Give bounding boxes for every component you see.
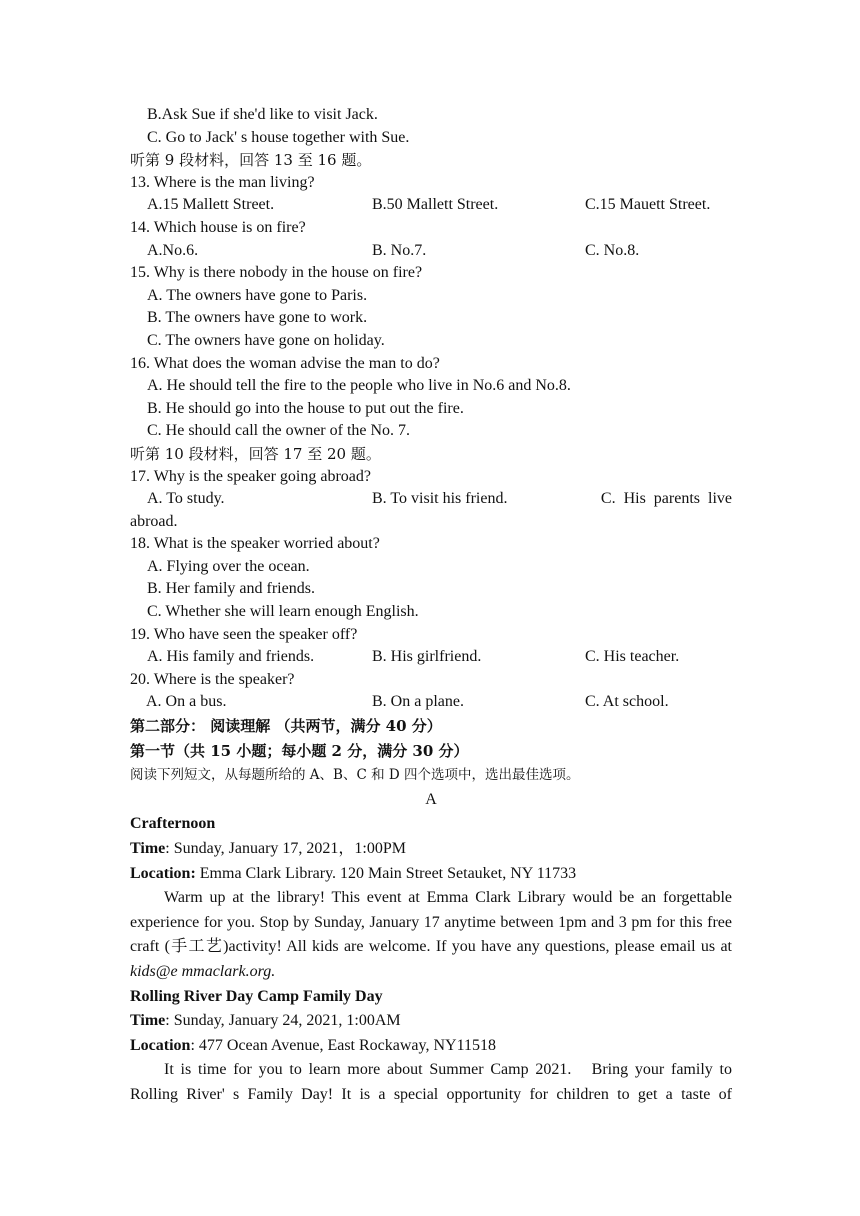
q17-option-c-wrap: abroad. <box>130 512 178 530</box>
q17-option-c: C. His parents live <box>600 490 732 508</box>
q16-option-c: C. He should call the owner of the No. 7. <box>147 422 411 440</box>
q16-stem: 16. What does the woman advise the man to do? <box>130 354 440 372</box>
q20-option-b: B. On a plane. <box>372 693 464 711</box>
q14-option-b: B. No.7. <box>372 241 427 259</box>
q14-option-c: C. No.8. <box>585 241 640 259</box>
event2-description: It is time for you to learn more about Summer Camp 2021. Bring your family to Rolling River' s Family Day! It is a special opportunity for children to get a taste of <box>130 1061 736 1103</box>
event2-location-label: Location <box>130 1036 191 1054</box>
q14-stem: 14. Which house is on fire? <box>130 218 306 236</box>
q19-option-b: B. His girlfriend. <box>372 648 482 666</box>
event2-title: Rolling River Day Camp Family Day <box>130 987 383 1005</box>
event2-time <box>130 1009 732 1034</box>
event1-time-value: : Sunday, January 17, 2021，1:00PM <box>165 840 407 857</box>
q18-stem: 18. What is the speaker worried about? <box>130 535 380 553</box>
q17-option-a: A. To study. <box>147 490 225 508</box>
q18-option-a: A. Flying over the ocean. <box>147 557 310 575</box>
event1-location <box>130 862 732 887</box>
q12-option-c: C. Go to Jack' s house together with Sue. <box>147 128 410 146</box>
event1-location-label: Location: <box>130 864 196 882</box>
q13-option-c: C.15 Mauett Street. <box>585 196 711 214</box>
part2-heading: 第二部分： 阅读理解 （共两节，满分 40 分） <box>130 717 442 736</box>
q16-option-b: B. He should go into the house to put out the fire. <box>147 399 464 417</box>
event1-description <box>130 886 732 984</box>
q20-options <box>130 691 732 714</box>
event2-time-value: : Sunday, January 24, 2021, 1:00AM <box>165 1012 401 1030</box>
event2-time-label: Time <box>130 1012 166 1030</box>
event1-time <box>130 837 732 862</box>
event1-body: Warm up at the library! This event at Emma Clark Library would be an forgettable experience for you. Stop by Sunday, January 17 anytime between 1pm and 3 pm for this free craft (手工艺)activity! All kids are welcome. If you have any questions, please email us at <box>130 889 732 956</box>
q19-stem: 19. Who have seen the speaker off? <box>130 625 358 643</box>
document-page <box>130 104 736 1108</box>
event1-location-value: Emma Clark Library. 120 Main Street Setauket, NY 11733 <box>195 864 577 882</box>
q19-options <box>130 646 732 669</box>
q17-options <box>130 488 732 511</box>
event2-location <box>130 1034 732 1059</box>
q15-option-b: B. The owners have gone to work. <box>147 309 368 327</box>
q20-option-c: C. At school. <box>585 693 669 711</box>
section9-intro: 听第 9 段材料，回答 13 至 16 题。 <box>130 151 372 170</box>
q13-option-a: A.15 Mallett Street. <box>147 196 275 214</box>
q13-stem: 13. Where is the man living? <box>130 173 315 191</box>
q15-option-a: A. The owners have gone to Paris. <box>147 286 368 304</box>
q13-option-b: B.50 Mallett Street. <box>372 196 499 214</box>
q14-option-a: A.No.6. <box>147 241 199 259</box>
q17-stem: 17. Why is the speaker going abroad? <box>130 467 371 485</box>
q19-option-c: C. His teacher. <box>585 648 680 666</box>
event1-title: Crafternoon <box>130 815 216 833</box>
q19-option-a: A. His family and friends. <box>147 648 315 666</box>
q13-options <box>130 194 732 217</box>
q17-option-b: B. To visit his friend. <box>372 490 508 508</box>
q12-option-b: B.Ask Sue if she'd like to visit Jack. <box>147 106 378 123</box>
q16-option-a: A. He should tell the fire to the people who live in No.6 and No.8. <box>147 377 571 395</box>
q20-option-a: A. On a bus. <box>146 693 227 711</box>
q18-option-b: B. Her family and friends. <box>147 580 315 598</box>
part2-instruction: 阅读下列短文，从每题所给的 A、B、C 和 D 四个选项中，选出最佳选项。 <box>130 767 580 784</box>
q14-options <box>130 240 732 263</box>
event1-time-label: Time <box>130 840 166 857</box>
q18-option-c: C. Whether she will learn enough English. <box>147 603 419 621</box>
q15-stem: 15. Why is there nobody in the house on fire? <box>130 264 423 282</box>
section10-intro: 听第 10 段材料，回答 17 至 20 题。 <box>130 444 381 463</box>
part2-section1-heading: 第一节（共 15 小题；每小题 2 分，满分 30 分） <box>130 741 469 760</box>
event1-email: kids@e mmaclark.org. <box>130 962 276 980</box>
passage-label: A <box>425 790 437 808</box>
q20-stem: 20. Where is the speaker? <box>130 670 295 688</box>
event2-location-value: : 477 Ocean Avenue, East Rockaway, NY11518 <box>190 1036 496 1054</box>
q15-option-c: C. The owners have gone on holiday. <box>147 331 385 349</box>
